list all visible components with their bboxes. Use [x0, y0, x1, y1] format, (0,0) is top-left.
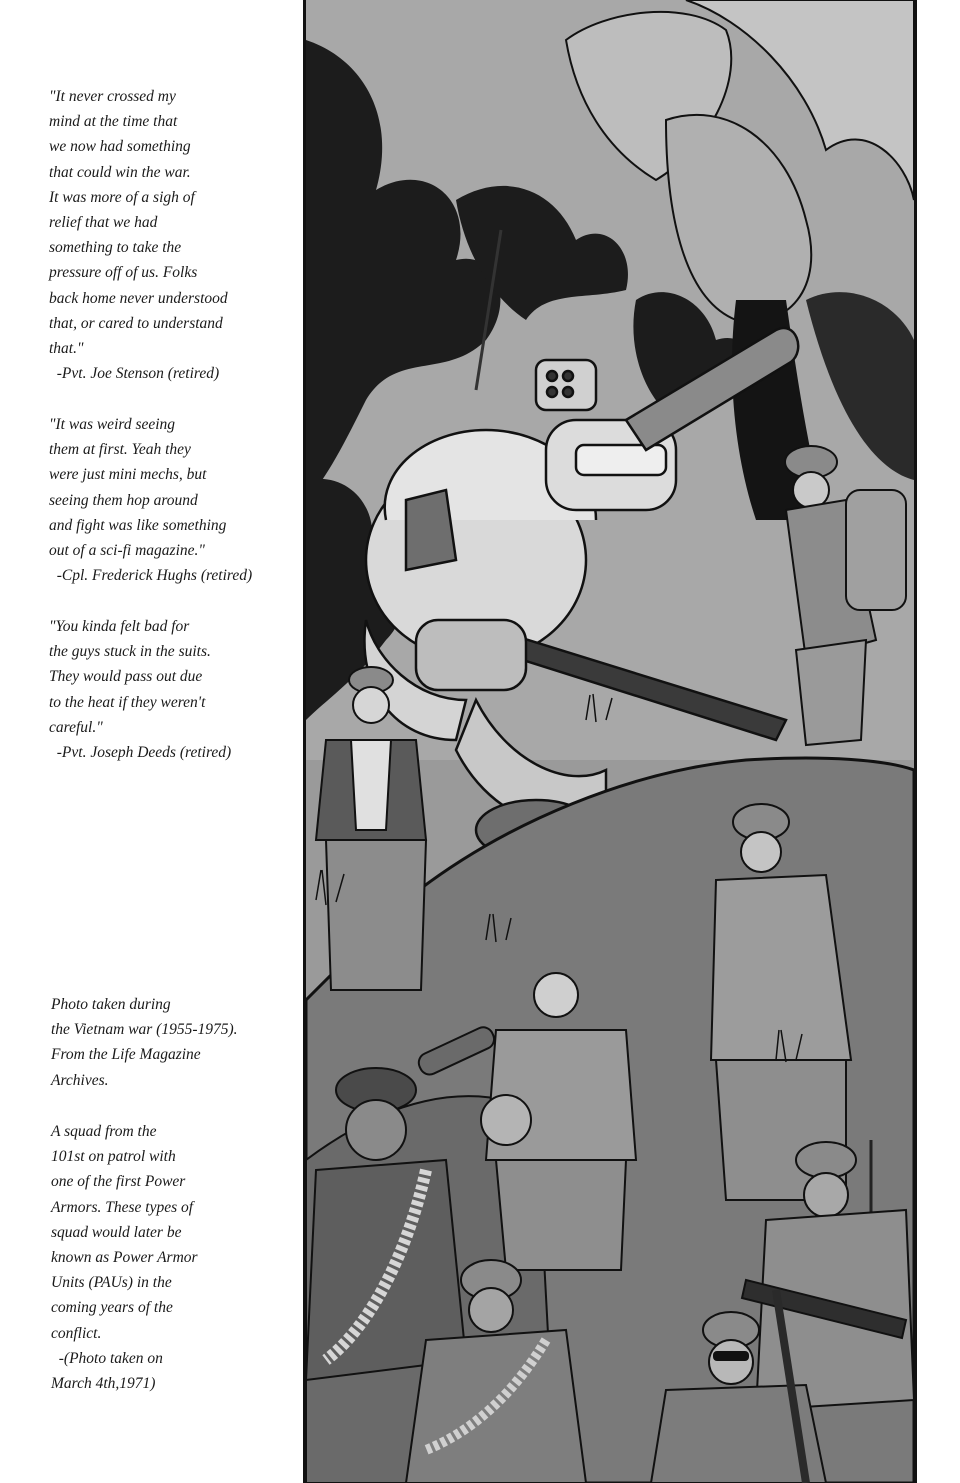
caption-line: From the Life Magazine: [51, 1046, 201, 1064]
quote-line: They would pass out due: [49, 668, 203, 686]
quote-line: them at first. Yeah they: [49, 441, 191, 459]
jungle-illustration: [306, 0, 914, 1483]
caption-line: coming years of the: [51, 1299, 173, 1317]
quote-line: were just mini mechs, but: [49, 466, 207, 484]
caption-line: Photo taken during: [51, 996, 171, 1013]
quote-line: that could win the war.: [49, 163, 191, 181]
caption-line: known as Power Armor: [51, 1248, 198, 1266]
caption-line: the Vietnam war (1955-1975).: [51, 1021, 238, 1039]
caption-line: Archives.: [51, 1071, 109, 1089]
quote-hughs: [49, 412, 252, 588]
quote-line: that.": [49, 339, 84, 357]
caption-line: one of the first Power: [51, 1173, 186, 1191]
quote-line: out of a sci-fi magazine.": [49, 541, 205, 559]
caption-line: squad would later be: [51, 1223, 182, 1241]
quote-attribution: -Pvt. Joseph Deeds (retired): [49, 743, 232, 761]
caption-line: -(Photo taken on: [51, 1349, 163, 1367]
quote-line: back home never understood: [49, 289, 228, 307]
quote-line: we now had something: [49, 138, 191, 156]
quote-line: pressure off of us. Folks: [49, 264, 198, 282]
quote-attribution: -Cpl. Frederick Hughs (retired): [49, 567, 253, 585]
quote-line: and fight was like something: [49, 516, 227, 534]
caption-description: [51, 1119, 198, 1396]
quote-stenson: [49, 84, 228, 386]
caption-line: Units (PAUs) in the: [51, 1274, 172, 1292]
quote-line: "You kinda felt bad for: [49, 618, 190, 635]
quote-attribution: -Pvt. Joe Stenson (retired): [49, 365, 220, 383]
text-column: [0, 0, 300, 1483]
quote-line: "It was weird seeing: [49, 416, 176, 433]
quote-line: something to take the: [49, 239, 182, 257]
caption-line: 101st on patrol with: [51, 1148, 176, 1166]
quote-line: seeing them hop around: [49, 491, 198, 509]
quote-deeds: [49, 614, 231, 765]
illustration-panel: [303, 0, 917, 1483]
quote-line: to the heat if they weren't: [49, 693, 206, 711]
quote-line: mind at the time that: [49, 113, 178, 131]
caption-line: A squad from the: [51, 1123, 157, 1140]
quote-line: relief that we had: [49, 213, 158, 231]
quote-line: that, or cared to understand: [49, 314, 223, 332]
caption-source: [51, 992, 238, 1093]
quote-line: It was more of a sigh of: [49, 188, 195, 206]
quote-line: careful.": [49, 718, 103, 736]
quote-line: the guys stuck in the suits.: [49, 643, 211, 661]
caption-line: March 4th,1971): [51, 1374, 156, 1392]
quote-line: "It never crossed my: [49, 88, 176, 105]
caption-line: conflict.: [51, 1324, 102, 1342]
caption-line: Armors. These types of: [51, 1198, 194, 1216]
